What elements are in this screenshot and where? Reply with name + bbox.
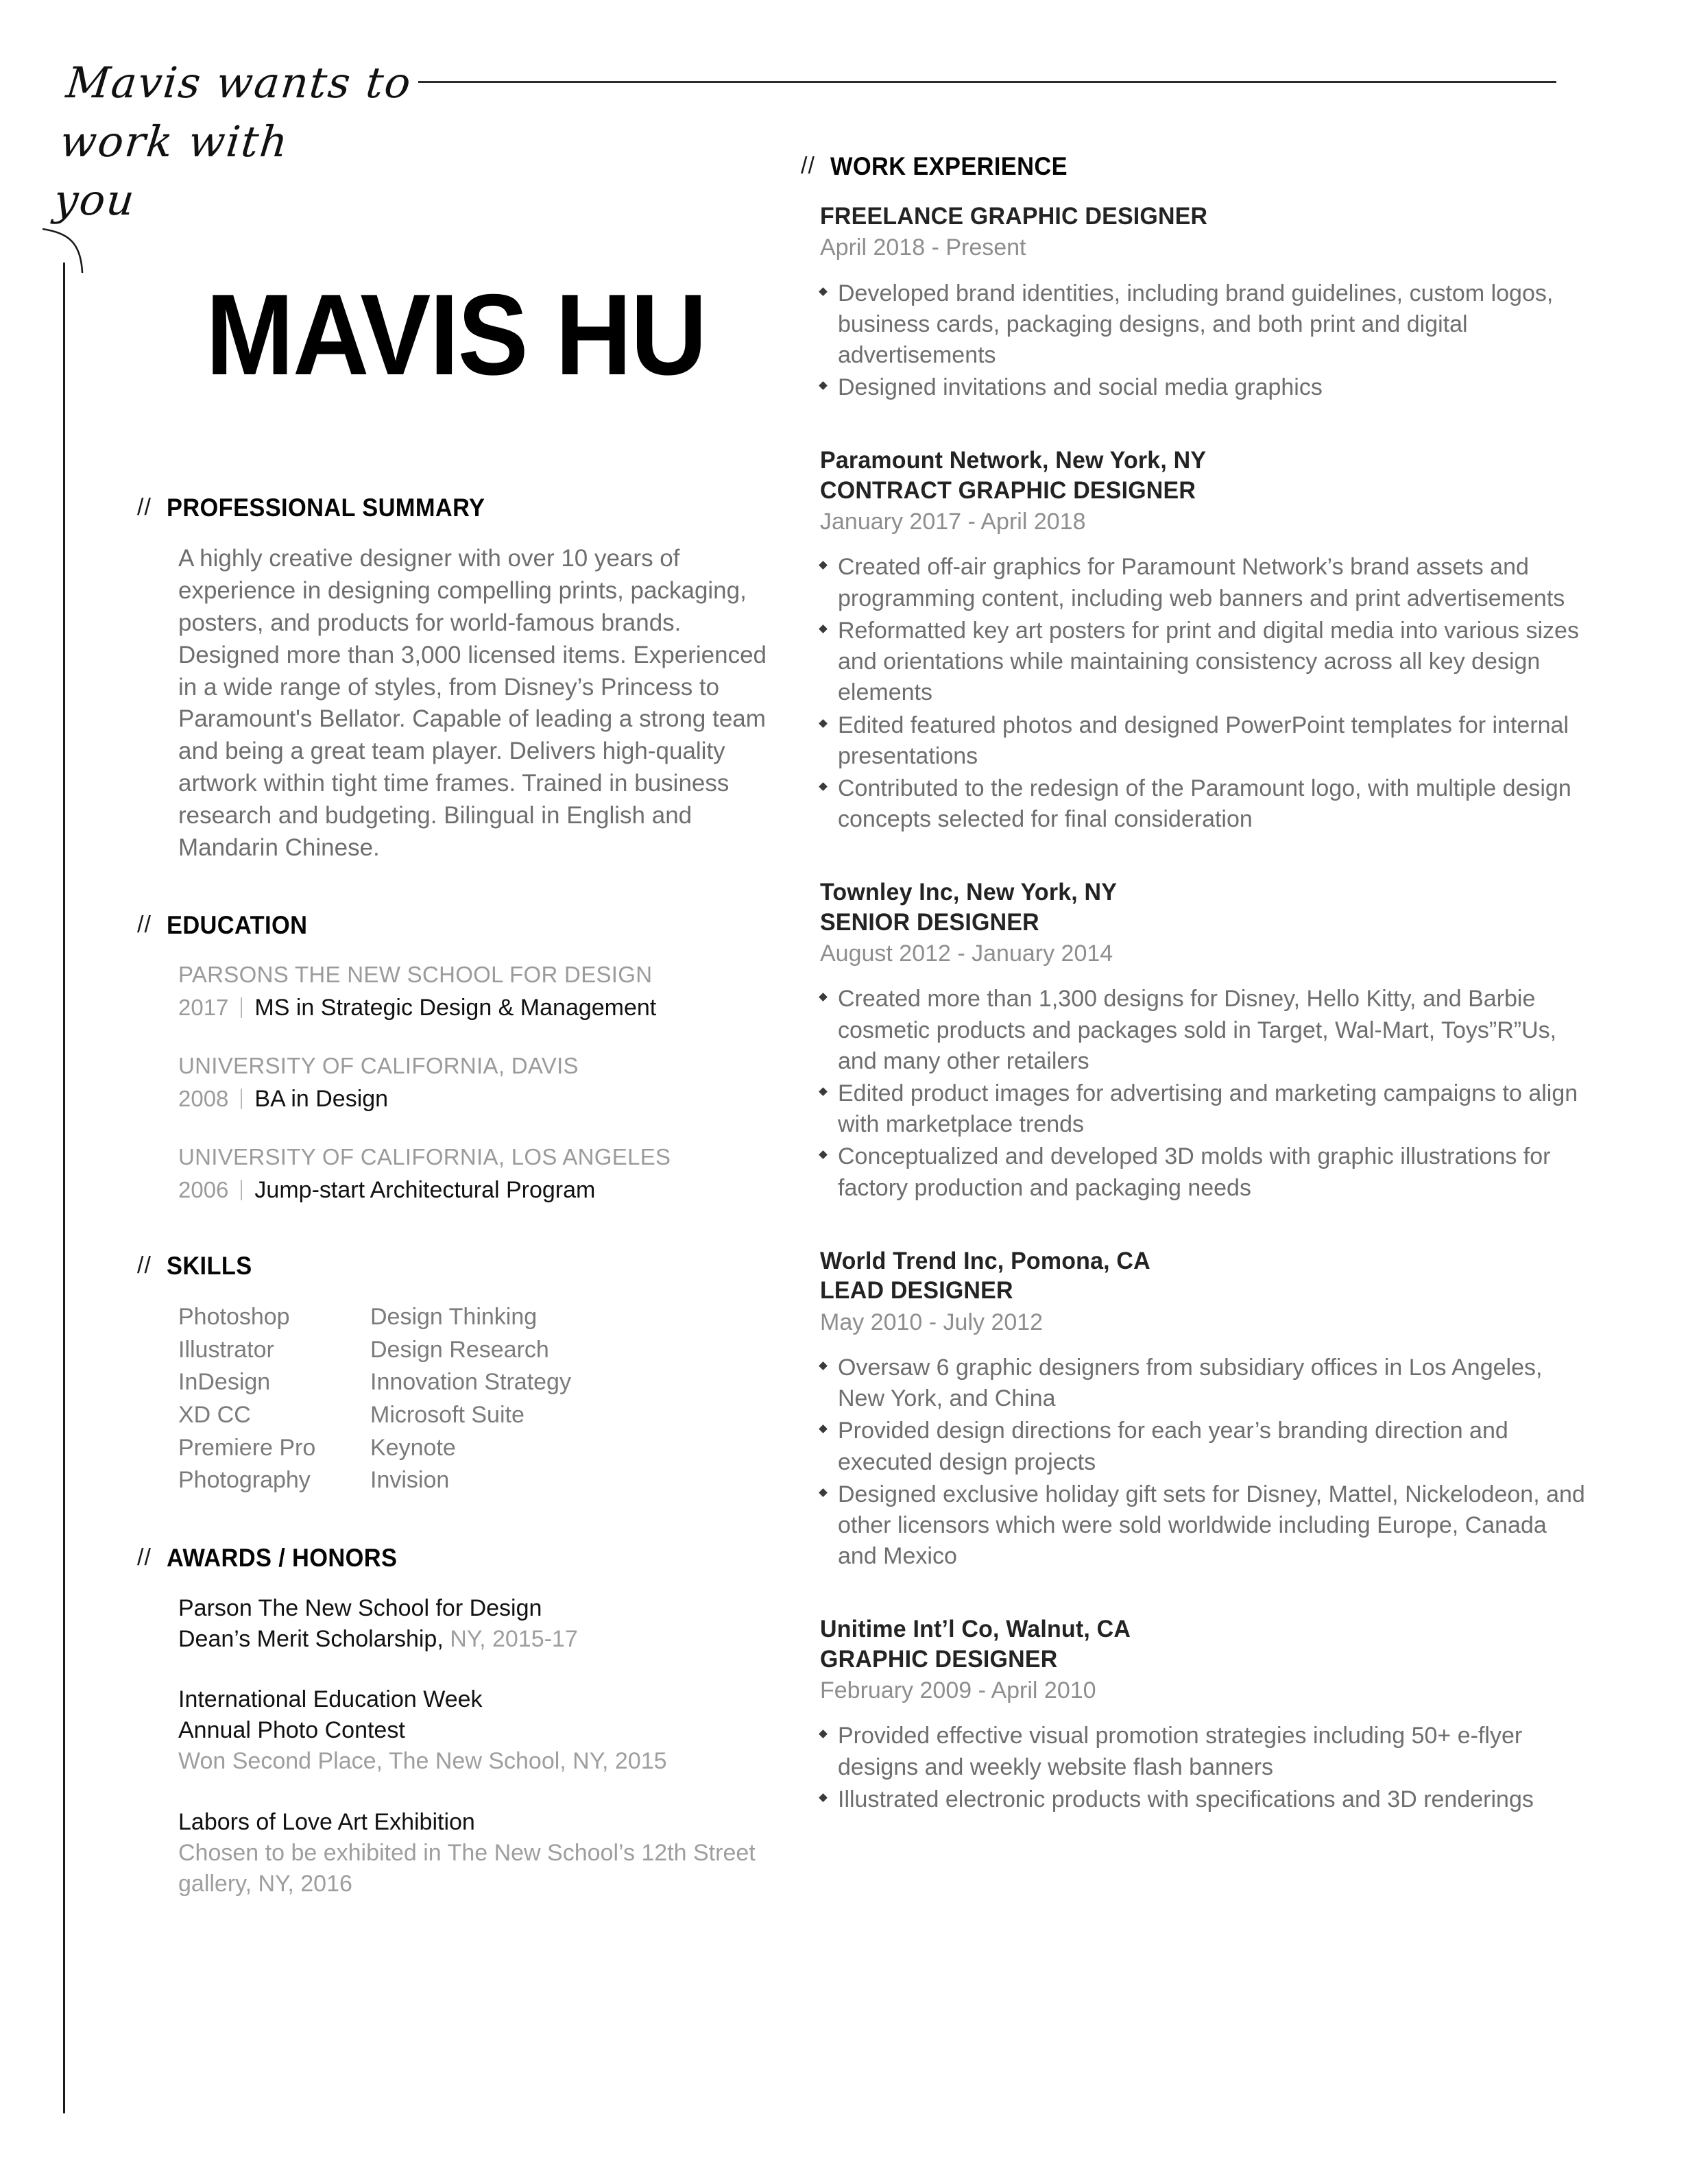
skill-item: Photography xyxy=(178,1467,311,1494)
skill-item: XD CC xyxy=(178,1401,251,1428)
job-dates: February 2009 - April 2010 xyxy=(820,1677,1096,1704)
diamond-bullet-icon xyxy=(819,287,828,296)
job-dates: January 2017 - April 2018 xyxy=(820,509,1086,535)
section-skills xyxy=(137,1252,775,1497)
award-detail-meta: NY, 2015-17 xyxy=(443,1625,578,1652)
left-rail-curve xyxy=(41,226,89,274)
diamond-bullet-icon xyxy=(819,782,828,791)
education-body xyxy=(137,960,775,1205)
bullet-item xyxy=(820,984,1589,1077)
job-title: SENIOR DESIGNER xyxy=(820,908,1039,936)
diamond-bullet-icon xyxy=(819,1361,828,1370)
awards-body xyxy=(137,1593,775,1900)
skills-column-two xyxy=(370,1301,571,1497)
bullet-item xyxy=(820,1352,1589,1414)
bullet-text: Contributed to the redesign of the Paramount logo, with multiple design concepts selected for final consideration xyxy=(838,775,1571,833)
bullet-item xyxy=(820,1141,1589,1203)
bullet-text: Provided design directions for each year’s branding direction and executed design projects xyxy=(838,1418,1508,1475)
bullet-item xyxy=(820,1416,1589,1477)
left-vertical-rule xyxy=(63,263,65,2113)
diamond-bullet-icon xyxy=(819,1151,828,1160)
award-detail-dark: Dean’s Merit Scholarship, xyxy=(178,1625,444,1652)
diamond-bullet-icon xyxy=(819,1793,828,1802)
job-company: Unitime Int’l Co, Walnut, CA xyxy=(820,1616,1131,1643)
job-bullets xyxy=(820,1721,1589,1815)
separator-bar xyxy=(241,1089,242,1109)
education-school: UNIVERSITY OF CALIFORNIA, LOS ANGELES xyxy=(178,1144,671,1170)
bullet-item xyxy=(820,1721,1589,1782)
job-bullets xyxy=(820,552,1589,835)
award-meta-line: Chosen to be exhibited in The New School’s 12th Street gallery, NY, 2016 xyxy=(178,1839,756,1897)
bullet-text: Created off-air graphics for Paramount Network’s brand assets and programming content, including web banners and print advertisements xyxy=(838,554,1565,611)
diamond-bullet-icon xyxy=(819,993,828,1002)
work-experience-body xyxy=(801,202,1589,1815)
skill-item: Illustrator xyxy=(178,1336,274,1363)
education-entry xyxy=(178,960,775,1023)
bullet-item xyxy=(820,1479,1589,1573)
separator-bar xyxy=(241,997,242,1018)
job-entry xyxy=(820,202,1589,403)
work-experience-heading xyxy=(801,152,1589,181)
job-company: World Trend Inc, Pomona, CA xyxy=(820,1247,1150,1274)
tagline-line-1: Mavis wants to xyxy=(64,58,415,108)
award-entry xyxy=(178,1684,775,1777)
double-slash-icon: // xyxy=(137,911,152,938)
tagline-line-2: work with xyxy=(58,116,291,167)
award-title-line: Labors of Love Art Exhibition xyxy=(178,1809,475,1836)
job-entry xyxy=(820,446,1589,835)
bullet-text: Designed invitations and social media graphics xyxy=(838,374,1323,401)
job-dates: May 2010 - July 2012 xyxy=(820,1309,1044,1335)
bullet-text: Edited featured photos and designed PowerPoint templates for internal presentations xyxy=(838,712,1569,769)
education-degree-line xyxy=(178,1084,775,1114)
section-professional-summary xyxy=(137,494,775,864)
bullet-text: Edited product images for advertising and marketing campaigns to align with marketplace trends xyxy=(838,1080,1578,1138)
bullet-item xyxy=(820,616,1589,709)
award-detail-line xyxy=(178,1624,775,1655)
skill-item: Innovation Strategy xyxy=(370,1369,571,1396)
job-title: CONTRACT GRAPHIC DESIGNER xyxy=(820,476,1196,504)
education-degree-line xyxy=(178,1175,775,1205)
double-slash-icon: // xyxy=(137,1252,152,1279)
section-title: WORK EXPERIENCE xyxy=(830,152,1068,180)
award-title-line: International Education Week xyxy=(178,1686,483,1713)
education-school: PARSONS THE NEW SCHOOL FOR DESIGN xyxy=(178,961,653,987)
summary-paragraph: A highly creative designer with over 10 years of experience in designing compelling prints, packaging, posters, and products for world-famous brands. Designed more than 3,000 licensed items. Experienced in a wide range of styles, from Disney’s Princess to Paramount's Bellator. Capable of leading a strong team and being a great team player. Delivers high-quality artwork within tight time frames. Trained in business research and budgeting. Bilingual in English and Mandarin Chinese. xyxy=(178,545,767,862)
diamond-bullet-icon xyxy=(819,1730,828,1738)
section-title: SKILLS xyxy=(166,1252,252,1281)
bullet-item xyxy=(820,1078,1589,1140)
candidate-name: MAVIS HU xyxy=(206,270,706,399)
job-dates: April 2018 - Present xyxy=(820,234,1026,261)
award-meta-line: Won Second Place, The New School, NY, 2015 xyxy=(178,1748,667,1775)
education-heading xyxy=(137,911,775,940)
job-dates: August 2012 - January 2014 xyxy=(820,941,1113,967)
award-title-line: Parson The New School for Design xyxy=(178,1594,542,1621)
section-title: AWARDS / HONORS xyxy=(166,1543,398,1572)
skill-item: Premiere Pro xyxy=(178,1434,316,1461)
diamond-bullet-icon xyxy=(819,719,828,728)
skill-item: Design Thinking xyxy=(370,1304,538,1331)
tagline-line-3: you xyxy=(51,175,138,226)
skills-heading xyxy=(137,1252,775,1281)
job-bullets xyxy=(820,984,1589,1204)
section-awards-honors xyxy=(137,1544,775,1900)
bullet-item xyxy=(820,552,1589,614)
skill-item: Microsoft Suite xyxy=(370,1401,525,1428)
job-company: Paramount Network, New York, NY xyxy=(820,447,1207,474)
education-year: 2017 xyxy=(178,994,229,1020)
section-title: PROFESSIONAL SUMMARY xyxy=(166,494,485,522)
bullet-item xyxy=(820,1784,1589,1815)
top-horizontal-rule xyxy=(418,81,1556,83)
job-title: FREELANCE GRAPHIC DESIGNER xyxy=(820,203,1208,230)
skill-item: Invision xyxy=(370,1467,450,1494)
job-entry xyxy=(820,877,1589,1204)
professional-summary-heading xyxy=(137,494,775,522)
skill-item: Keynote xyxy=(370,1434,456,1461)
bullet-item xyxy=(820,710,1589,772)
skill-item: Design Research xyxy=(370,1336,549,1363)
job-title: LEAD DESIGNER xyxy=(820,1277,1013,1305)
diamond-bullet-icon xyxy=(819,561,828,570)
professional-summary-body xyxy=(137,543,775,864)
handwritten-tagline xyxy=(51,53,509,230)
section-title: EDUCATION xyxy=(166,910,308,939)
bullet-item xyxy=(820,372,1589,403)
education-year: 2008 xyxy=(178,1085,229,1111)
skill-item: InDesign xyxy=(178,1369,271,1396)
award-entry xyxy=(178,1593,775,1655)
left-column xyxy=(137,494,775,1946)
awards-heading xyxy=(137,1544,775,1573)
education-degree: Jump-start Architectural Program xyxy=(254,1176,596,1203)
bullet-text: Illustrated electronic products with specifications and 3D renderings xyxy=(838,1786,1534,1812)
job-entry xyxy=(820,1614,1589,1815)
education-entry xyxy=(178,1143,775,1205)
award-detail-line: Annual Photo Contest xyxy=(178,1717,405,1744)
separator-bar xyxy=(241,1180,242,1200)
bullet-text: Created more than 1,300 designs for Disney, Hello Kitty, and Barbie cosmetic products and packages sold in Target, Wal-Mart, Toys”R”Us, and many other retailers xyxy=(838,986,1557,1074)
diamond-bullet-icon xyxy=(819,1488,828,1497)
section-education xyxy=(137,911,775,1205)
double-slash-icon: // xyxy=(137,1544,152,1570)
education-degree: MS in Strategic Design & Management xyxy=(254,994,657,1021)
diamond-bullet-icon xyxy=(819,381,828,390)
diamond-bullet-icon xyxy=(819,624,828,633)
education-degree-line xyxy=(178,993,775,1023)
skills-body xyxy=(137,1301,775,1497)
job-entry xyxy=(820,1246,1589,1573)
education-school: UNIVERSITY OF CALIFORNIA, DAVIS xyxy=(178,1052,579,1078)
education-year: 2006 xyxy=(178,1176,229,1202)
award-entry xyxy=(178,1807,775,1900)
education-degree: BA in Design xyxy=(254,1085,389,1112)
skills-column-one xyxy=(178,1301,370,1497)
job-bullets xyxy=(820,278,1589,404)
skill-item: Photoshop xyxy=(178,1304,290,1331)
bullet-text: Oversaw 6 graphic designers from subsidiary offices in Los Angeles, New York, and China xyxy=(838,1354,1543,1412)
bullet-text: Designed exclusive holiday gift sets for Disney, Mattel, Nickelodeon, and other licensors which were sold worldwide including Europe, Canada and Mexico xyxy=(838,1481,1585,1570)
bullet-text: Provided effective visual promotion strategies including 50+ e-flyer designs and weekly website flash banners xyxy=(838,1723,1523,1780)
double-slash-icon: // xyxy=(801,153,815,179)
bullet-text: Developed brand identities, including brand guidelines, custom logos, business cards, packaging designs, and both print and digital advertisements xyxy=(838,280,1554,369)
job-company: Townley Inc, New York, NY xyxy=(820,879,1118,906)
diamond-bullet-icon xyxy=(819,1087,828,1096)
bullet-item xyxy=(820,773,1589,835)
education-entry xyxy=(178,1052,775,1114)
job-bullets xyxy=(820,1352,1589,1573)
bullet-text: Reformatted key art posters for print and digital media into various sizes and orientations while maintaining consistency across all key design elements xyxy=(838,617,1579,706)
diamond-bullet-icon xyxy=(819,1424,828,1433)
right-column xyxy=(801,152,1589,1858)
bullet-item xyxy=(820,278,1589,372)
skills-columns xyxy=(178,1301,775,1497)
double-slash-icon: // xyxy=(137,494,152,520)
bullet-text: Conceptualized and developed 3D molds with graphic illustrations for factory production and packaging needs xyxy=(838,1143,1551,1201)
job-title: GRAPHIC DESIGNER xyxy=(820,1645,1058,1673)
